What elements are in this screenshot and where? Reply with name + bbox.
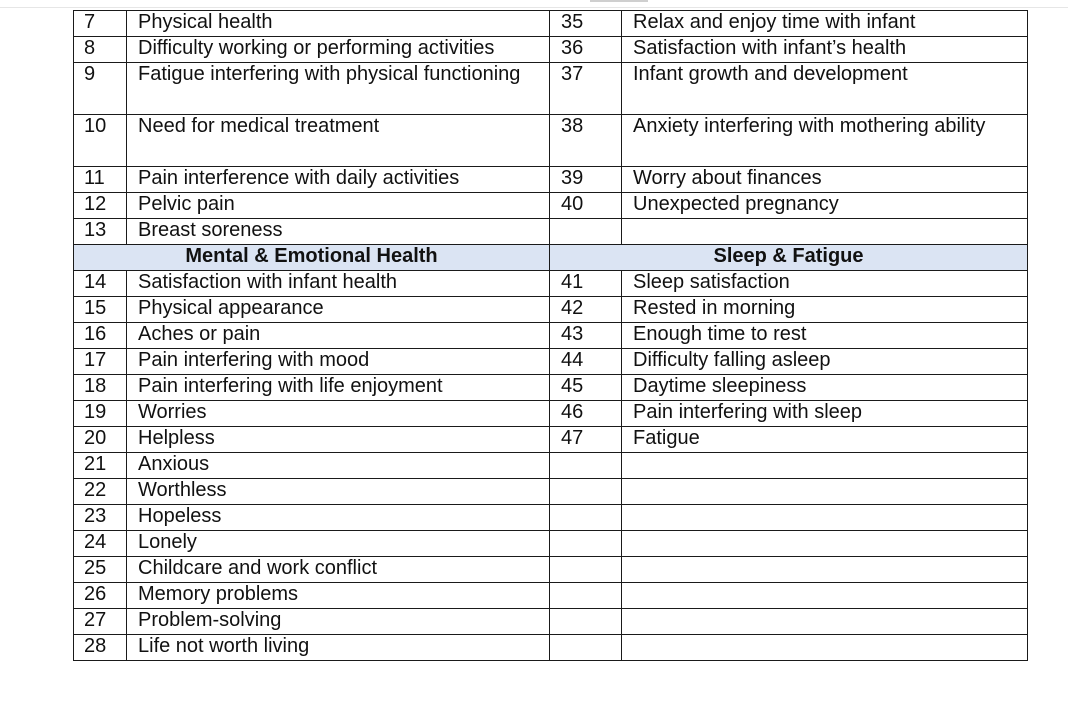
left-item-number: 23 [74,505,127,531]
table-row [74,63,1028,115]
left-item-number: 28 [74,635,127,661]
left-item-number: 17 [74,349,127,375]
table-row [74,479,1028,505]
left-item-number: 10 [74,115,127,167]
left-item-number: 20 [74,427,127,453]
right-item-number [550,219,622,245]
right-item-number [550,453,622,479]
items-table [73,10,1028,661]
right-item-number: 38 [550,115,622,167]
left-item-text: Problem-solving [127,609,550,635]
scroll-indicator[interactable] [590,0,648,2]
right-item-text [622,219,1028,245]
right-item-number: 36 [550,37,622,63]
section-title-left: Mental & Emotional Health [74,245,550,271]
table-row [74,609,1028,635]
left-item-number: 21 [74,453,127,479]
table-row [74,349,1028,375]
right-item-number: 37 [550,63,622,115]
table-row [74,323,1028,349]
left-item-number: 8 [74,37,127,63]
table-row [74,401,1028,427]
right-item-text [622,635,1028,661]
section-title-right: Sleep & Fatigue [550,245,1028,271]
left-item-text: Physical health [127,11,550,37]
left-item-text: Hopeless [127,505,550,531]
left-item-text: Difficulty working or performing activities [127,37,550,63]
right-item-text: Enough time to rest [622,323,1028,349]
left-item-number: 15 [74,297,127,323]
right-item-text [622,505,1028,531]
left-item-number: 7 [74,11,127,37]
left-item-number: 26 [74,583,127,609]
table-row [74,427,1028,453]
left-item-number: 27 [74,609,127,635]
table-row [74,11,1028,37]
right-item-text: Sleep satisfaction [622,271,1028,297]
left-item-text: Pain interfering with life enjoyment [127,375,550,401]
left-item-number: 12 [74,193,127,219]
left-item-text: Lonely [127,531,550,557]
table-row [74,635,1028,661]
right-item-number: 46 [550,401,622,427]
left-item-number: 9 [74,63,127,115]
left-item-text: Childcare and work conflict [127,557,550,583]
left-item-number: 18 [74,375,127,401]
right-item-number [550,531,622,557]
right-item-text: Satisfaction with infant’s health [622,37,1028,63]
right-item-number [550,583,622,609]
right-item-number: 42 [550,297,622,323]
left-item-text: Aches or pain [127,323,550,349]
table-row [74,531,1028,557]
right-item-number: 47 [550,427,622,453]
left-item-text: Memory problems [127,583,550,609]
right-item-number: 43 [550,323,622,349]
right-item-text: Infant growth and development [622,63,1028,115]
left-item-number: 24 [74,531,127,557]
left-item-text: Pain interfering with mood [127,349,550,375]
left-item-number: 14 [74,271,127,297]
left-item-text: Worries [127,401,550,427]
table-row [74,167,1028,193]
table-row [74,297,1028,323]
right-item-number: 41 [550,271,622,297]
table-row [74,505,1028,531]
right-item-number: 44 [550,349,622,375]
page-top-rule [0,7,1068,8]
table-row [74,271,1028,297]
right-item-text [622,609,1028,635]
right-item-number [550,557,622,583]
left-item-text: Need for medical treatment [127,115,550,167]
right-item-text: Anxiety interfering with mothering ability [622,115,1028,167]
left-item-text: Pain interference with daily activities [127,167,550,193]
right-item-text: Fatigue [622,427,1028,453]
items-table-body [74,11,1028,661]
right-item-text [622,557,1028,583]
right-item-text: Daytime sleepiness [622,375,1028,401]
table-row [74,37,1028,63]
right-item-number [550,479,622,505]
table-row [74,115,1028,167]
right-item-text [622,583,1028,609]
right-item-number [550,505,622,531]
left-item-number: 13 [74,219,127,245]
left-item-text: Helpless [127,427,550,453]
right-item-number: 40 [550,193,622,219]
right-item-number [550,609,622,635]
right-item-text: Unexpected pregnancy [622,193,1028,219]
right-item-text: Worry about finances [622,167,1028,193]
table-row [74,583,1028,609]
right-item-number: 39 [550,167,622,193]
right-item-number: 35 [550,11,622,37]
left-item-text: Physical appearance [127,297,550,323]
right-item-text: Relax and enjoy time with infant [622,11,1028,37]
left-item-number: 16 [74,323,127,349]
left-item-text: Worthless [127,479,550,505]
left-item-text: Satisfaction with infant health [127,271,550,297]
right-item-text: Difficulty falling asleep [622,349,1028,375]
left-item-text: Fatigue interfering with physical functioning [127,63,550,115]
right-item-text: Rested in morning [622,297,1028,323]
table-row [74,193,1028,219]
table-row [74,453,1028,479]
left-item-number: 19 [74,401,127,427]
right-item-text: Pain interfering with sleep [622,401,1028,427]
table-row [74,375,1028,401]
right-item-text [622,531,1028,557]
right-item-text [622,479,1028,505]
left-item-text: Anxious [127,453,550,479]
table-row [74,557,1028,583]
table-row [74,219,1028,245]
left-item-text: Breast soreness [127,219,550,245]
right-item-number [550,635,622,661]
left-item-number: 25 [74,557,127,583]
left-item-number: 11 [74,167,127,193]
left-item-number: 22 [74,479,127,505]
left-item-text: Pelvic pain [127,193,550,219]
right-item-number: 45 [550,375,622,401]
left-item-text: Life not worth living [127,635,550,661]
right-item-text [622,453,1028,479]
section-header-row [74,245,1028,271]
